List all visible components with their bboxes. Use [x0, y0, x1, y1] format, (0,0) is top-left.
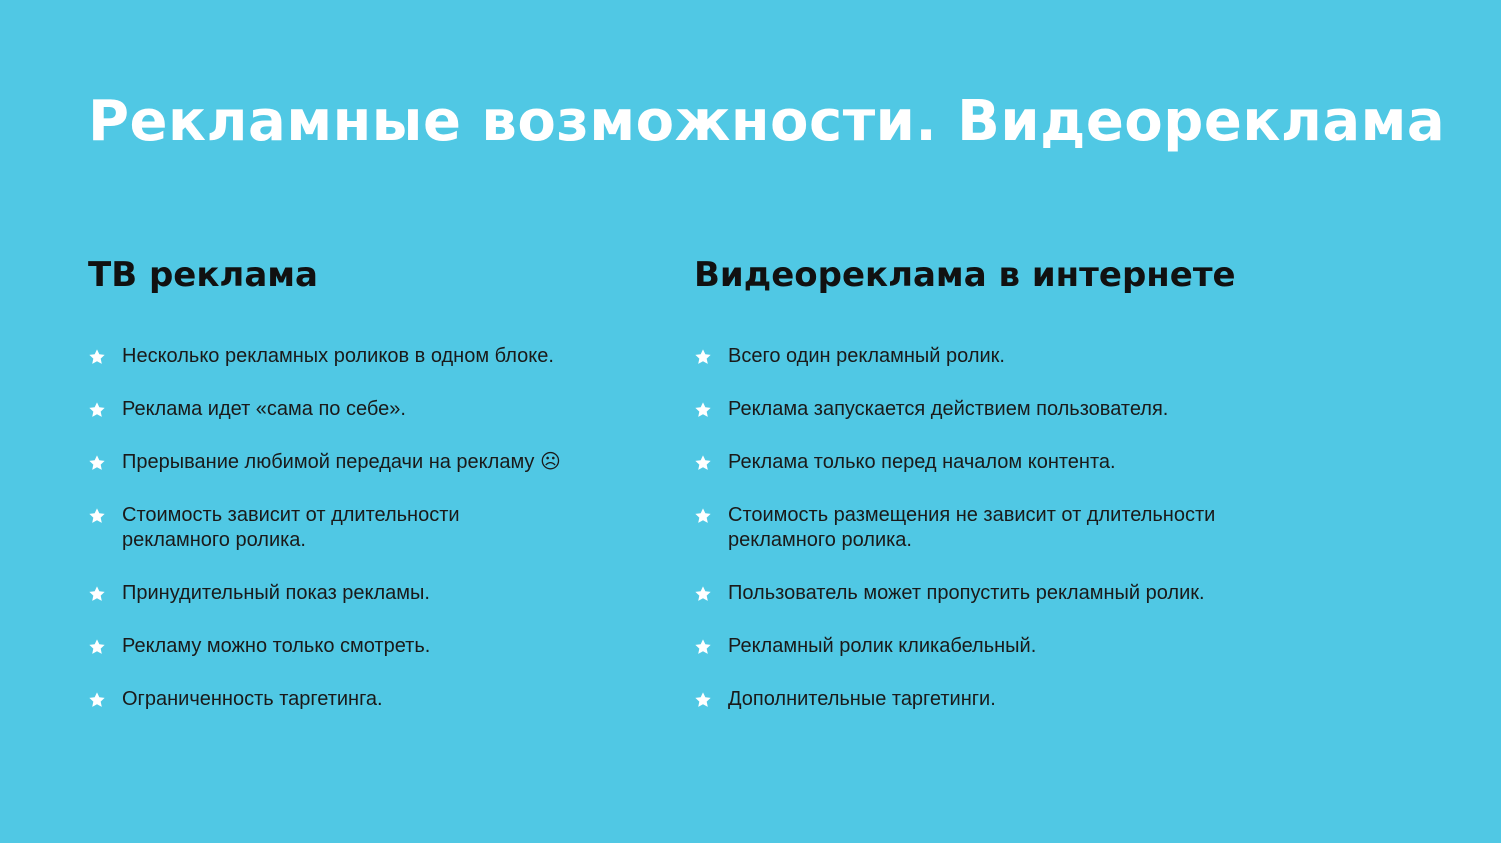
online-video-ads-column: [694, 252, 1414, 710]
list-item-text: Реклама запускается действием пользователя.: [728, 398, 1169, 420]
star-icon: [88, 687, 122, 712]
list-item: [88, 581, 648, 606]
star-icon: [694, 344, 728, 369]
star-icon: [88, 397, 122, 422]
list-item-text: Реклама идет «сама по себе».: [122, 398, 406, 420]
list-item-text: Всего один рекламный ролик.: [728, 345, 1005, 367]
list-item: [694, 503, 1414, 553]
list-item-text: Несколько рекламных роликов в одном блоке.: [122, 345, 554, 367]
star-icon: [88, 450, 122, 475]
star-icon: [88, 634, 122, 659]
list-item: [694, 450, 1414, 475]
list-item-text: Принудительный показ рекламы.: [122, 582, 430, 604]
star-icon: [694, 581, 728, 606]
star-icon: [694, 397, 728, 422]
tv-ads-heading: ТВ реклама: [88, 255, 318, 295]
list-item: [88, 450, 648, 475]
list-item-text: Пользователь может пропустить рекламный ролик.: [728, 582, 1205, 604]
list-item-text: Стоимость зависит от длительности рекламного ролика.: [122, 504, 460, 551]
list-item-text: Рекламный ролик кликабельный.: [728, 635, 1037, 657]
list-item: [694, 634, 1414, 659]
tv-ads-list: [88, 344, 648, 740]
list-item: [694, 397, 1414, 422]
list-item: [88, 344, 648, 369]
online-video-ads-heading: Видеореклама в интернете: [694, 255, 1236, 295]
tv-ads-column: [88, 252, 648, 710]
star-icon: [88, 344, 122, 369]
list-item: [694, 344, 1414, 369]
list-item: [88, 687, 648, 712]
star-icon: [694, 634, 728, 659]
list-item: [88, 397, 648, 422]
list-item-text: Дополнительные таргетинги.: [728, 688, 996, 710]
star-icon: [694, 450, 728, 475]
star-icon: [694, 687, 728, 712]
list-item: [88, 503, 648, 553]
list-item-text: Ограниченность таргетинга.: [122, 688, 383, 710]
star-icon: [88, 503, 122, 528]
online-video-ads-list: [694, 344, 1414, 740]
list-item: [88, 634, 648, 659]
list-item: [694, 687, 1414, 712]
star-icon: [88, 581, 122, 606]
star-icon: [694, 503, 728, 528]
list-item-text: Стоимость размещения не зависит от длительности рекламного ролика.: [728, 504, 1216, 551]
list-item-text: Реклама только перед началом контента.: [728, 451, 1116, 473]
list-item-text: Прерывание любимой передачи на рекламу ☹: [122, 451, 561, 473]
list-item-text: Рекламу можно только смотреть.: [122, 635, 431, 657]
slide-title: Рекламные возможности. Видеореклама: [88, 89, 1446, 154]
list-item: [694, 581, 1414, 606]
